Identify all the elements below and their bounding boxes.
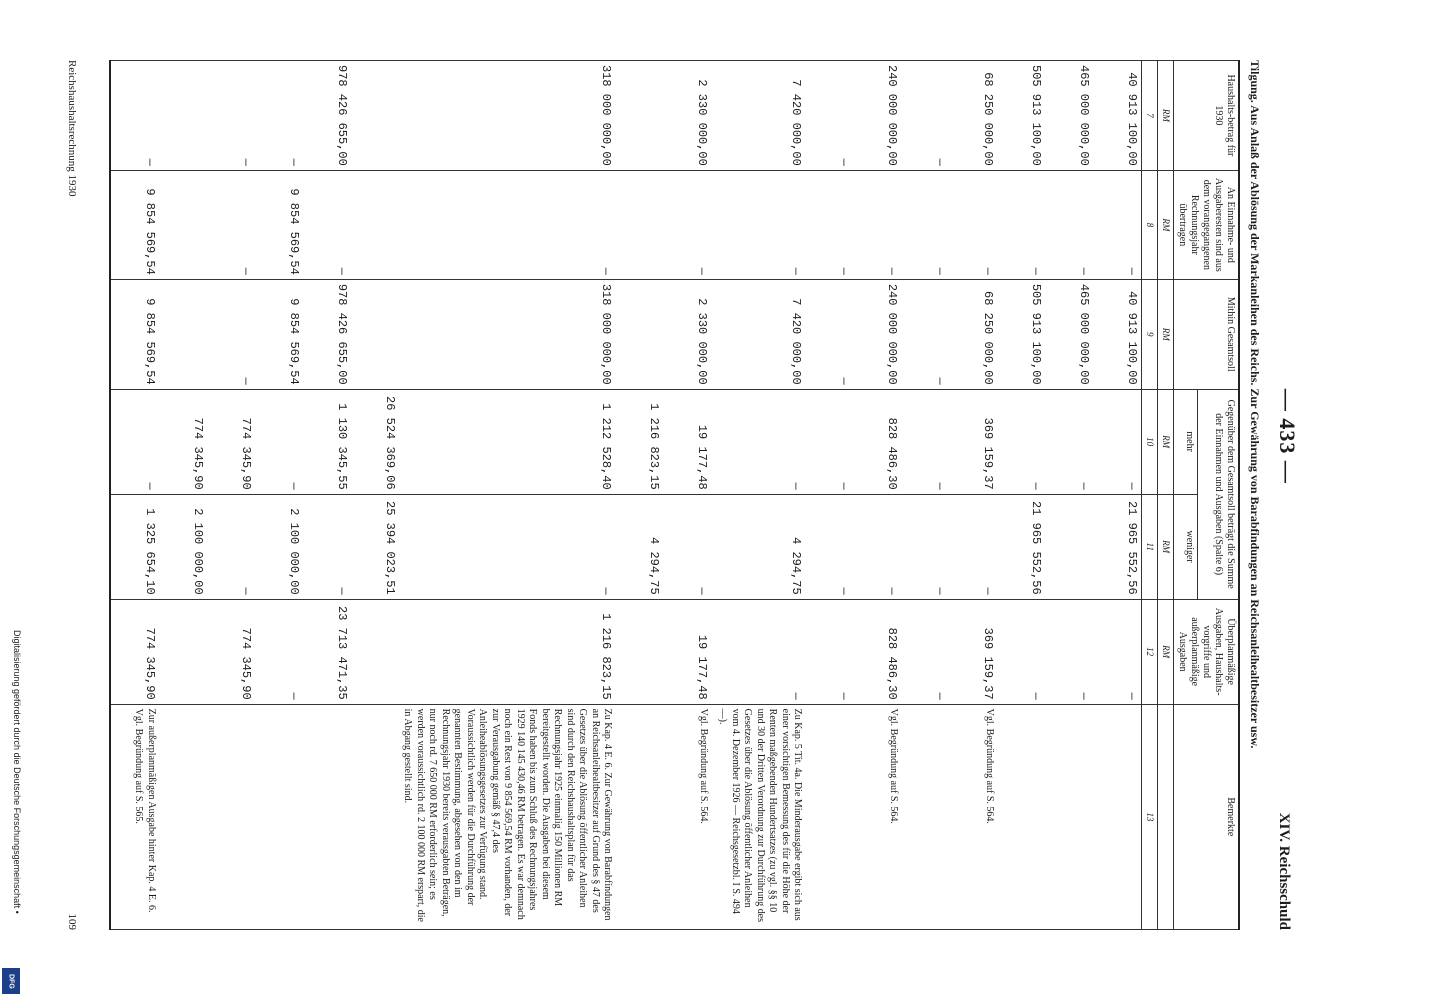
cell-c10: 1 212 528,40 [399,389,616,494]
cell-c10: 1 130 345,55 [303,389,351,494]
cell-c8: — [949,170,997,279]
cell-c12: 369 159,37 [949,599,997,704]
cell-c8 [159,170,207,279]
cell-c9: 240 000 000,00 [853,279,901,389]
cell-c12 [615,599,663,704]
cell-c8: — [711,170,805,279]
unit-12: RM [1158,599,1174,704]
ledger-table [109,60,1240,930]
colnum-11: 11 [1142,494,1158,599]
cell-c12: 774 345,90 [110,599,159,704]
cell-c11: 4 294,75 [615,494,663,599]
cell-c9: 318 000 000,00 [399,279,616,389]
unit-9: RM [1158,279,1174,389]
table-row [110,61,159,930]
cell-c11: 25 394 023,51 [351,494,399,599]
cell-c11: 2 100 000,00 [159,494,207,599]
cell-c11: 4 294,75 [711,494,805,599]
table-row [997,61,1045,930]
page-subtitle: Tilgung. Aus Anlaß der Ablösung der Markanleihen des Reichs. Zur Gewährung von Barabfindungen an Reichsanleihealtbesitzer usw. [1248,60,1262,749]
cell-c10: — [1045,389,1093,494]
unit-7: RM [1158,61,1174,171]
table-row [351,61,399,930]
cell-c8: — [207,170,255,279]
cell-c11: — [303,494,351,599]
cell-c10: — [901,389,949,494]
cell-c10: — [255,389,303,494]
cell-c7: — [901,61,949,171]
colnum-7: 7 [1142,61,1158,171]
cell-c12: — [255,599,303,704]
cell-c9: 68 250 000,00 [949,279,997,389]
cell-c11: — [949,494,997,599]
colnum-8: 8 [1142,170,1158,279]
cell-c9: 2 330 000,00 [663,279,711,389]
cell-c8: — [805,170,853,279]
cell-c10: — [805,389,853,494]
cell-c12: 1 216 823,15 [399,599,616,704]
digitization-note-text: Digitalisierung gefördert durch die Deutsche Forschungsgemeinschaft • [12,630,22,914]
cell-c13 [901,704,949,929]
cell-c11: — [663,494,711,599]
cell-c12 [351,599,399,704]
col-header-7: Haushalts-betrag für 1930 [1174,61,1240,171]
cell-c7: 7 420 000,00 [711,61,805,171]
ledger-body [110,61,1142,930]
colnum-13: 13 [1142,704,1158,929]
cell-c9: 465 000 000,00 [1045,279,1093,389]
cell-c12: 19 177,48 [663,599,711,704]
colnum-12: 12 [1142,599,1158,704]
cell-c10: 828 486,30 [853,389,901,494]
cell-c13 [207,704,255,929]
cell-c8 [351,170,399,279]
cell-c10: 369 159,37 [949,389,997,494]
cell-c9: — [901,279,949,389]
cell-c13 [615,704,663,929]
cell-c12 [159,599,207,704]
cell-c7: 465 000 000,00 [1045,61,1093,171]
table-row [207,61,255,930]
cell-c9: — [207,279,255,389]
col-header-13: Bemerkte [1174,704,1240,929]
cell-c11: — [853,494,901,599]
cell-c9: 9 854 569,54 [255,279,303,389]
cell-c10: — [1093,389,1142,494]
cell-c12: — [805,599,853,704]
page-number: — 433 — [1275,388,1300,484]
table-row [901,61,949,930]
cell-c8: — [997,170,1045,279]
cell-c10: — [997,389,1045,494]
footer-left: Reichshaushaltsrechnung 1930 [66,60,78,197]
cell-c10: 1 216 823,15 [615,389,663,494]
cell-c7: 40 913 100,00 [1093,61,1142,171]
cell-c11: — [805,494,853,599]
dfg-logo: DFG [2,968,20,994]
col-header-12: Überplanmäßige Ausgaben, Haushalts-vorgriffe und außerplanmäßige Ausgaben [1174,599,1240,704]
cell-c13 [1093,704,1142,929]
cell-c7: 240 000 000,00 [853,61,901,171]
cell-c13: Vgl. Begründung auf S. 564. [663,704,711,929]
cell-c8: — [853,170,901,279]
table-row [255,61,303,930]
unit-11: RM [1158,494,1174,599]
cell-c7: — [207,61,255,171]
digitization-note [8,630,28,990]
cell-c7: — [110,61,159,171]
table-row [711,61,805,930]
cell-c11: — [207,494,255,599]
cell-c7: 505 913 100,00 [997,61,1045,171]
cell-c7 [615,61,663,171]
cell-c13: Zur außerplanmäßigen Ausgabe hinter Kap. 4 E. 6. Vgl. Begründung auf S. 565. [110,704,159,929]
section-title: XIV. Reichsschuld [1276,812,1292,930]
cell-c9 [351,279,399,389]
cell-c9: 978 426 655,00 [303,279,351,389]
unit-10: RM [1158,389,1174,494]
cell-c7: — [255,61,303,171]
cell-c8: — [663,170,711,279]
col-header-11: weniger [1174,494,1198,599]
cell-c8: — [1093,170,1142,279]
cell-c13 [255,704,303,929]
table-row [159,61,207,930]
cell-c8: 9 854 569,54 [255,170,303,279]
cell-c7: 68 250 000,00 [949,61,997,171]
col-header-9: Mithin Gesamtsoll [1174,279,1240,389]
cell-c7: 2 330 000,00 [663,61,711,171]
cell-c9: 9 854 569,54 [110,279,159,389]
cell-c8 [615,170,663,279]
cell-c8: 9 854 569,54 [110,170,159,279]
cell-c13 [997,704,1045,929]
cell-c9 [615,279,663,389]
page-footer [66,60,78,930]
cell-c7 [159,61,207,171]
cell-c7: 978 426 655,00 [303,61,351,171]
cell-c12: — [1093,599,1142,704]
cell-c7: — [805,61,853,171]
cell-c10: 774 345,90 [207,389,255,494]
cell-c8: — [901,170,949,279]
cell-c11: — [399,494,616,599]
unit-13 [1158,704,1174,929]
cell-c10: — [110,389,159,494]
cell-c8: — [399,170,616,279]
cell-c12: 23 713 471,35 [303,599,351,704]
cell-c11: 2 100 000,00 [255,494,303,599]
colnum-9: 9 [1142,279,1158,389]
table-row [1045,61,1093,930]
cell-c12: — [997,599,1045,704]
unit-8: RM [1158,170,1174,279]
page-header [1274,60,1300,930]
table-row [949,61,997,930]
colnum-10: 10 [1142,389,1158,494]
cell-c13 [805,704,853,929]
table-row [805,61,853,930]
cell-c10: 26 524 369,06 [351,389,399,494]
cell-c13: Zu Kap. 4 E. 6. Zur Gewährung von Barabfindungen an Reichsanleihealtbesitzer auf Grund des § 47 des Gesetzes über die Ablösung öffentlicher Anleihen sind durch den Reichshaushaltsplan für das Rechnungsjahr 1925 einmalig 150 Millionen RM bereitgestellt worden. Die Ausgaben bei diesem Fonds haben bis zum Schluß des Rechnungsjahres 1929 140 145 430,46 RM betragen. Es war demnach noch ein Rest von 9 854 569,54 RM vorhanden, der zur Verausgabung gemäß § 47,4 des Anleiheablösungsgesetzes zur Verfügung stand. Voraussichtlich werden für die Durchführung der genannten Bestimmung, abgesehen von den im Rechnungsjahr 1930 bereits verausgabten Beträgen, nur noch rd. 7 650 000 RM erforderlich sein; es werden voraussichtlich rd. 2 100 000 RM erspart, die in Abgang gestellt sind. [399,704,616,929]
table-row [615,61,663,930]
cell-c13 [351,704,399,929]
cell-c9: 40 913 100,00 [1093,279,1142,389]
cell-c9: 7 420 000,00 [711,279,805,389]
col-header-8: An Einnahme- und Ausgaberesten sind aus dem vorangegangenen Rechnungsjahr übertragen [1174,170,1240,279]
cell-c10: 774 345,90 [159,389,207,494]
cell-c11 [1045,494,1093,599]
cell-c10: — [711,389,805,494]
cell-c7: 318 000 000,00 [399,61,616,171]
cell-c12: 828 486,30 [853,599,901,704]
cell-c10: 19 177,48 [663,389,711,494]
cell-c11: 1 325 654,10 [110,494,159,599]
cell-c13: Zu Kap. 5 Tit. 4a. Die Minderausgabe ergibt sich aus einer vorsichtigen Bemessung des für die Höhe der Renten maßgebenden Hundertsatzes (zu vgl. §§ 10 und 30 der Dritten Verordnung zur Durchführung des Gesetzes über die Ablösung öffentlicher Anleihen vom 4. Dezember 1926 — Reichsgesetzbl. I S. 494 —). [711,704,805,929]
cell-c11: — [901,494,949,599]
col-header-10: mehr [1174,389,1198,494]
cell-c9 [159,279,207,389]
cell-c13 [303,704,351,929]
cell-c12: — [1045,599,1093,704]
cell-c13 [1045,704,1093,929]
cell-c8: — [303,170,351,279]
table-row [663,61,711,930]
table-row [853,61,901,930]
cell-c12: — [711,599,805,704]
cell-c9: — [805,279,853,389]
rotated-sheet [50,20,1340,970]
footer-right: 109 [66,913,78,930]
col-header-10-11-group: Gegenüber dem Gesamtsoll beträgt die Summe der Einnahmen und Ausgaben (Spalte 6) [1197,389,1239,599]
cell-c9: 505 913 100,00 [997,279,1045,389]
cell-c8: — [1045,170,1093,279]
cell-c11: 21 965 552,56 [997,494,1045,599]
cell-c13: Vgl. Begründung auf S. 564. [949,704,997,929]
cell-c13: Vgl. Begründung auf S. 564. [853,704,901,929]
cell-c12: — [901,599,949,704]
cell-c7 [351,61,399,171]
cell-c13 [159,704,207,929]
cell-c12: 774 345,90 [207,599,255,704]
cell-c11: 21 965 552,56 [1093,494,1142,599]
table-row [1093,61,1142,930]
table-row [303,61,351,930]
table-row [399,61,616,930]
